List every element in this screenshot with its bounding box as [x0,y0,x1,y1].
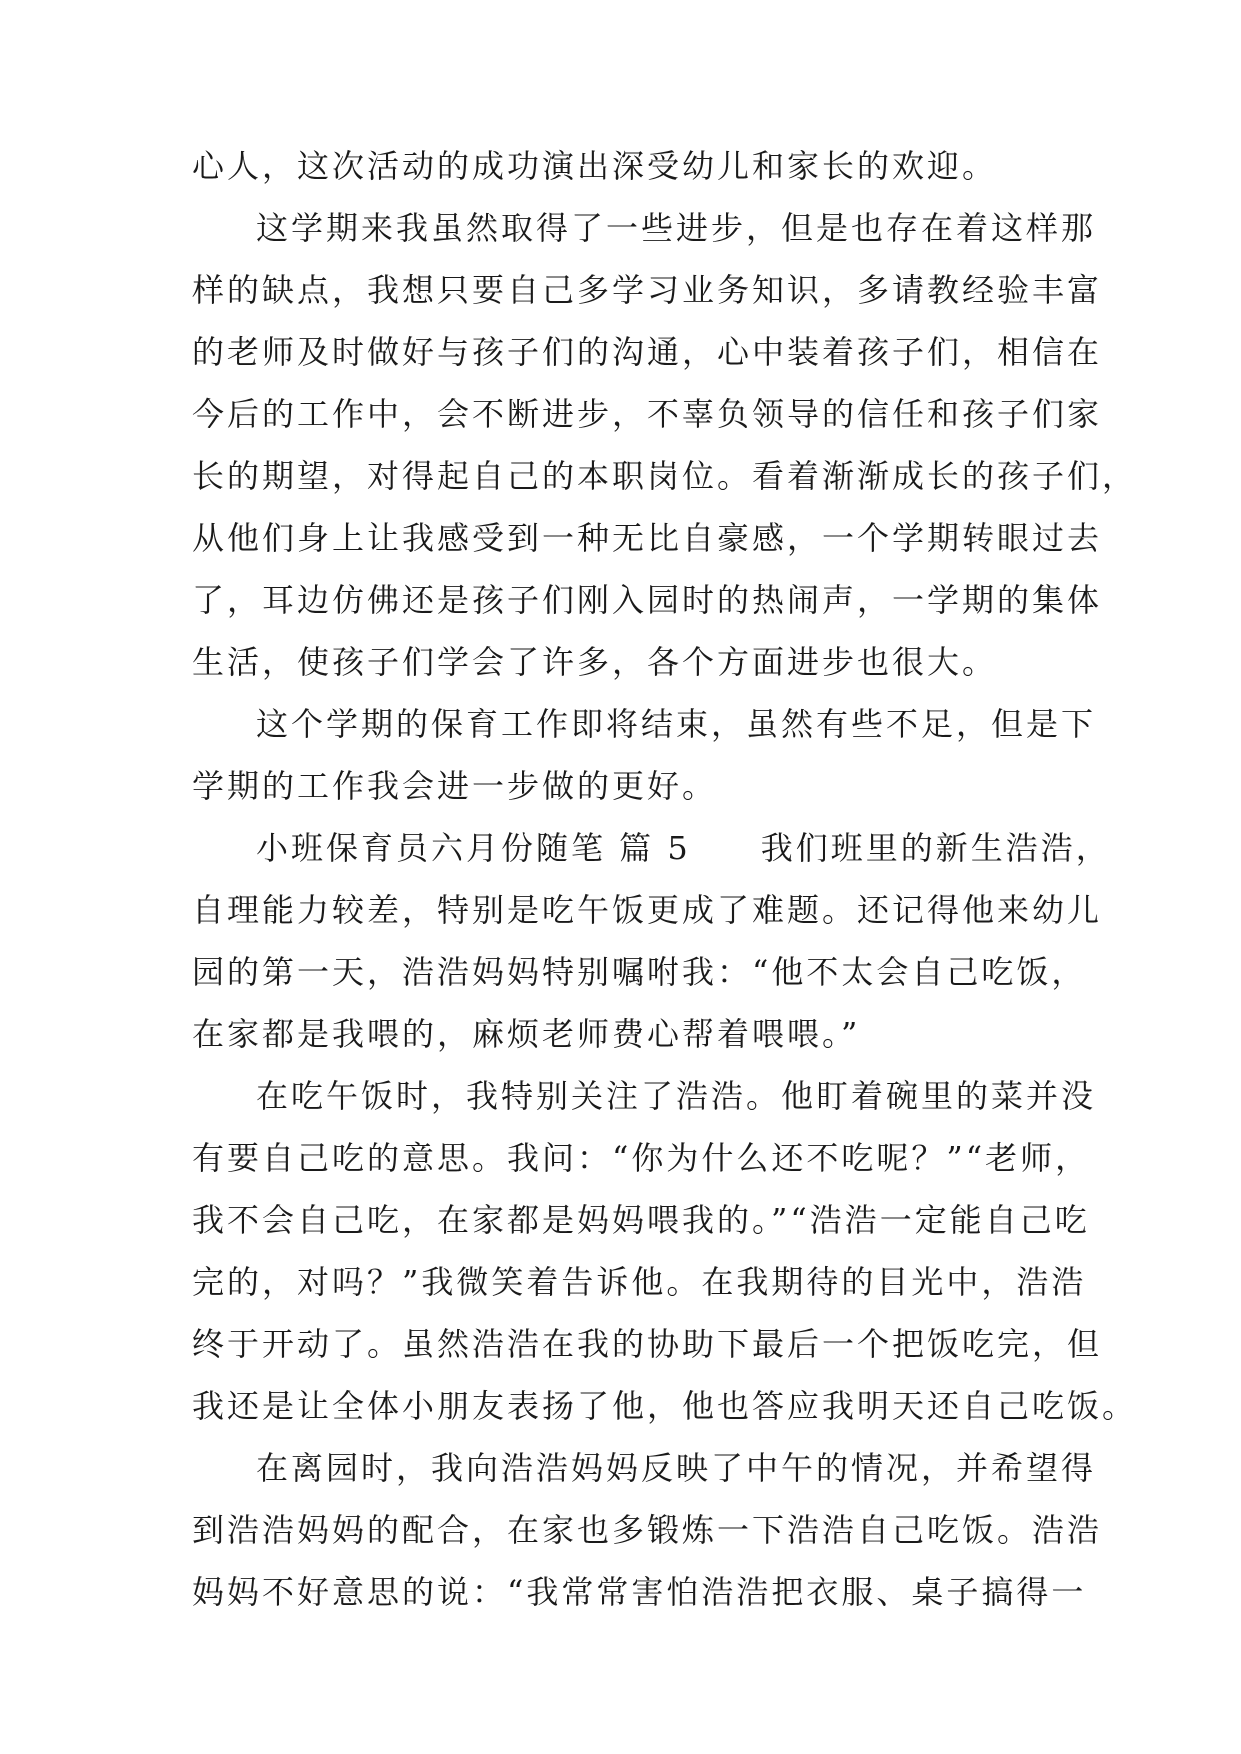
paragraph-start-line: 在吃午饭时，我特别关注了浩浩。他盯着碗里的菜并没 [256,1077,1097,1115]
text-line: 学期的工作我会进一步做的更好。 [192,767,718,805]
section-heading-line [256,817,1111,879]
text-line: 样的缺点，我想只要自己多学习业务知识，多请教经验丰富 [192,271,1103,309]
text-line: 我还是让全体小朋友表扬了他，他也答应我明天还自己吃饭。 [192,1387,1138,1425]
section-first-sentence: 我们班里的新生浩浩， [760,829,1111,867]
text-line: 今后的工作中，会不断进步，不辜负领导的信任和孩子们家 [192,395,1103,433]
section-heading: 小班保育员六月份随笔 篇 5 [256,829,691,867]
text-line: 从他们身上让我感受到一种无比自豪感，一个学期转眼过去 [192,519,1103,557]
text-line: 了，耳边仿佛还是孩子们刚入园时的热闹声，一学期的集体 [192,581,1103,619]
text-line: 自理能力较差，特别是吃午饭更成了难题。还记得他来幼儿 [192,891,1103,929]
text-line: 终于开动了。虽然浩浩在我的协助下最后一个把饭吃完，但 [192,1325,1103,1363]
text-line: 完的，对吗？”我微笑着告诉他。在我期待的目光中，浩浩 [192,1263,1087,1301]
paragraph-start-line: 这个学期的保育工作即将结束，虽然有些不足，但是下 [256,705,1097,743]
paragraph-start-line: 这学期来我虽然取得了一些进步，但是也存在着这样那 [256,209,1097,247]
text-line: 在家都是我喂的，麻烦老师费心帮着喂喂。” [192,1015,861,1053]
text-line: 生活，使孩子们学会了许多，各个方面进步也很大。 [192,643,998,681]
paragraph-start-line: 在离园时，我向浩浩妈妈反映了中午的情况，并希望得 [256,1449,1097,1487]
text-line: 长的期望，对得起自己的本职岗位。看着渐渐成长的孩子们， [192,457,1138,495]
text-line: 妈妈不好意思的说：“我常常害怕浩浩把衣服、桌子搞得一 [192,1573,1087,1611]
text-line: 心人，这次活动的成功演出深受幼儿和家长的欢迎。 [192,147,998,185]
text-line: 有要自己吃的意思。我问：“你为什么还不吃呢？”“老师， [192,1139,1091,1177]
text-line: 我不会自己吃，在家都是妈妈喂我的。”“浩浩一定能自己吃 [192,1201,1090,1239]
text-line: 的老师及时做好与孩子们的沟通，心中装着孩子们，相信在 [192,333,1103,371]
text-line: 到浩浩妈妈的配合，在家也多锻炼一下浩浩自己吃饭。浩浩 [192,1511,1103,1549]
text-line: 园的第一天，浩浩妈妈特别嘱咐我：“他不太会自己吃饭， [192,953,1087,991]
